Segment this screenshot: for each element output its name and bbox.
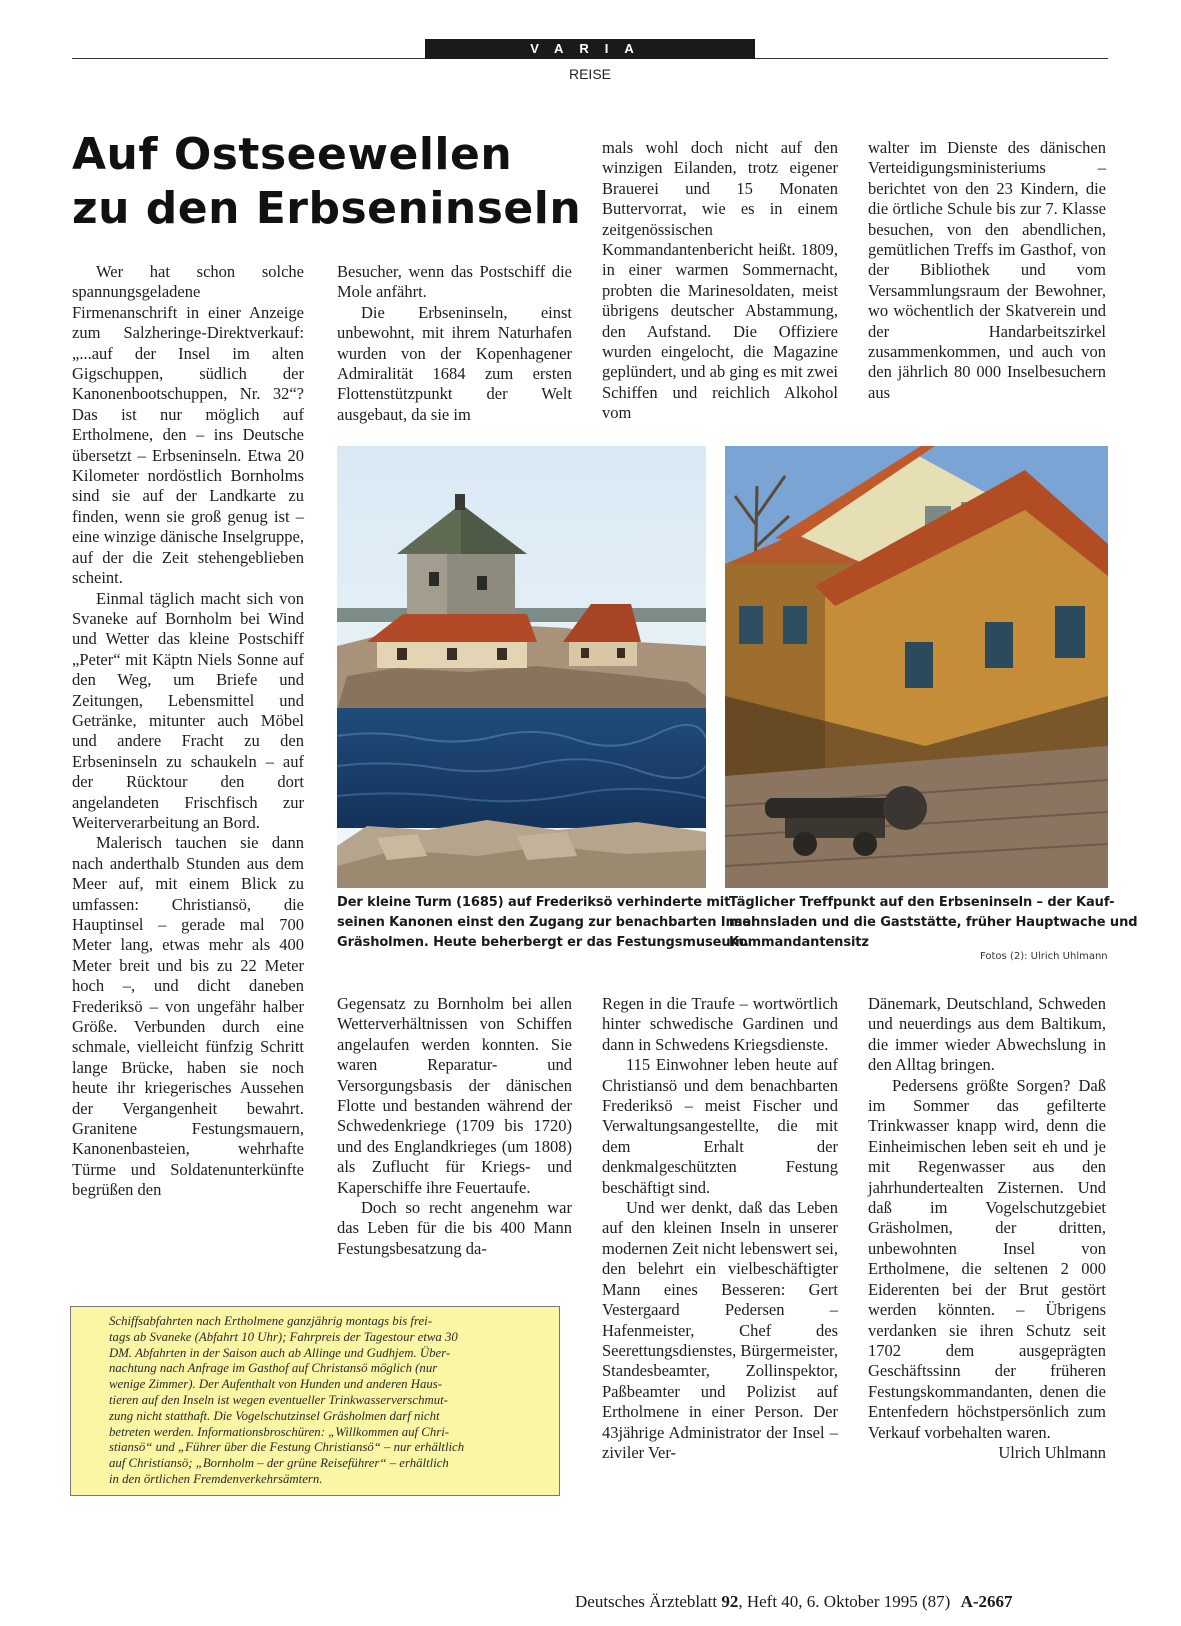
paragraph: Wer hat schon solche spannungsgeladene Firmenanschrift in einer Anzeige zum Salzheringe-Direktverkauf: „...auf der Insel im alten Gigschuppen, südlich der Kanonenbootschuppen, Nr. 32“? Das ist nur möglich auf Ertholmene, den – ins Deutsche übersetzt – Erbseninseln. Etwa 20 Kilometer nordöstlich Bornholms sind sie auf der Landkarte zu finden, wenn sie groß genug ist – eine winzige dänische Inselgruppe, auf der die Zeit stehengeblieben scheint.	[72, 262, 304, 588]
info-line: in den örtlichen Fremdenverkehrsämtern.	[109, 1471, 323, 1486]
page-footer	[575, 1592, 1013, 1612]
info-line: tieren auf den Inseln ist wegen eventueller Trinkwasserverschmut-	[109, 1392, 448, 1407]
column-1	[72, 262, 304, 1201]
caption-line: Der kleine Turm (1685) auf Frederiksö verhinderte mit	[337, 895, 731, 910]
column-3-top	[602, 138, 838, 424]
info-line: stiansö“ und „Führer über die Festung Christiansö“ – nur erhältlich	[109, 1440, 465, 1455]
paragraph: Besucher, wenn das Postschiff die Mole anfährt.	[337, 262, 572, 302]
courtyard-photo-image	[725, 446, 1108, 888]
travel-info-box	[70, 1306, 560, 1496]
courtyard-photo	[725, 446, 1108, 888]
paragraph-text: Pedersens größte Sorgen? Daß im Sommer das gefilterte Trinkwasser knapp wird, denn die Einheimischen leben seit eh und je mit Regenwasser aus den jahrhundertealten Zisternen. Und daß im Vogelschutzgebiet Gräsholmen, der dritten, unbewohnten Insel von Ertholmene, die seltenen 2 000 Eiderenten bei der Brut gestört werden könnten. – Übrigens verdanken sie ihren Schutz seit 1702 dem ausgeprägten Geschäftssinn der früheren Festungskommandanten, denen die Entenfedern höchstpersönlich zum Verkauf vorbehalten waren.	[868, 1075, 1106, 1442]
caption-line: Gräsholmen. Heute beherbergt er das Festungsmuseum.	[337, 935, 749, 950]
column-2-top	[337, 262, 572, 425]
caption-left	[337, 893, 756, 953]
paragraph: walter im Dienste des dänischen Verteidigungsministeriums – berichtet von den 23 Kindern, die die örtliche Schule bis zur 7. Klasse besuchen, von den abendlichen, gemütlichen Treffs im Gasthof, von der Bibliothek und vom Versammlungsraum der Bewohner, wo wöchentlich der Skatverein und der Handarbeitszirkel zusammenkommen, und auch von den jährlich 80 000 Inselbesuchern aus	[868, 138, 1106, 402]
caption-line: seinen Kanonen einst den Zugang zur benachbarten Insel	[337, 915, 756, 930]
article-headline	[72, 128, 592, 236]
paragraph: Die Erbseninseln, einst unbewohnt, mit ihrem Naturhafen wurden von der Kopenhagener Admiralität 1684 zum ersten Flottenstützpunkt der Welt ausgebaut, da sie im	[337, 302, 572, 424]
travel-info-text	[109, 1314, 549, 1488]
info-line: tags ab Svaneke (Abfahrt 10 Uhr); Fahrpreis der Tagestour etwa 30	[109, 1329, 458, 1344]
volume-number: 92	[721, 1592, 739, 1611]
info-line: zung nicht statthaft. Die Vogelschutzinsel Gräsholmen darf nicht	[109, 1408, 440, 1423]
author-signature: Ulrich Uhlmann	[998, 1442, 1106, 1462]
info-line: DM. Abfahrten in der Saison auch ab Allinge und Gudhjem. Über-	[109, 1345, 451, 1360]
photo-credit: Fotos (2): Ulrich Uhlmann	[980, 951, 1108, 962]
paragraph: Doch so recht angenehm war das Leben für die bis 400 Mann Festungsbesatzung da-	[337, 1198, 572, 1258]
info-line: nachtung nach Anfrage im Gasthof auf Christansö möglich (nur	[109, 1361, 438, 1376]
info-line: Schiffsabfahrten nach Ertholmene ganzjährig montags bis frei-	[109, 1314, 432, 1328]
caption-line: mannsladen und die Gaststätte, früher Hauptwache und	[729, 915, 1138, 930]
paragraph: Regen in die Traufe – wortwörtlich hinter schwedische Gardinen und dann in Schwedens Kriegsdienste.	[602, 994, 838, 1054]
caption-line: Täglicher Treffpunkt auf den Erbseninseln – der Kauf-	[729, 895, 1115, 910]
paragraph	[868, 1075, 1106, 1462]
info-line: betreten werden. Informationsbroschüren: „Willkommen auf Chri-	[109, 1424, 450, 1439]
page-number: A-2667	[960, 1592, 1013, 1611]
column-2-bottom	[337, 994, 572, 1259]
paragraph: Dänemark, Deutschland, Schweden und neuerdings aus dem Baltikum, die immer wieder Abwechslung in den Alltag bringen.	[868, 994, 1106, 1075]
paragraph: Einmal täglich macht sich von Svaneke auf Bornholm bei Wind und Wetter das kleine Postschiff „Peter“ mit Käptn Niels Sonne auf den Weg, um Briefe und Zeitungen, Lebensmittel und Getränke, mitunter auch Möbel und andere Fracht zu den Erbseninseln zu schaukeln – auf der Rücktour den dort angelandeten Frischfisch zur Weiterverarbeitung an Bord.	[72, 588, 304, 832]
column-4-top	[868, 138, 1106, 403]
issue-info: , Heft 40, 6. Oktober 1995 (87)	[738, 1592, 951, 1611]
tower-photo	[337, 446, 706, 888]
paragraph: 115 Einwohner leben heute auf Christiansö und dem benachbarten Frederiksö – meist Fischer und Verwaltungsangestellte, die mit dem Erhalt der denkmalgeschützten Festung beschäftigt sind.	[602, 1055, 838, 1197]
headline-line-2: zu den Erbseninseln	[72, 183, 582, 234]
paragraph: Und wer denkt, daß das Leben auf den kleinen Inseln in unserer modernen Zeit nicht lebenswert sei, den belehrt ein vielbeschäftigter Mann eines Besseren: Gert Vestergaard Pedersen – Hafenmeister, Chef des Seerettungsdienstes, Bürgermeister, Standesbeamter, Zollinspektor, Paßbeamter und Polizist auf Ertholmene in einer Person. Der 43jährige Administrator der Insel – ziviler Ver-	[602, 1198, 838, 1462]
info-line: auf Christiansö; „Bornholm – der grüne Reiseführer“ – erhältlich	[109, 1456, 449, 1471]
column-3-bottom	[602, 994, 838, 1463]
paragraph: Malerisch tauchen sie dann nach anderthalb Stunden aus dem Meer auf, mit einem Blick zu umfassen: Christiansö, die Hauptinsel – gerade mal 700 Meter lang, etwas mehr als 400 Meter breit und bis zu 22 Meter hoch –, und dicht daneben Frederiksö – von ungefähr halber Größe. Verbunden durch eine schmale, vielleicht fünfzig Schritt lange Brücke, haben sie noch heute ihr kriegerisches Aussehen der Vergangenheit bewahrt. Granitene Festungsmauern, Kanonenbasteien, wehrhafte Türme und Soldatenunterkünfte begrüßen den	[72, 833, 304, 1200]
tower-photo-image	[337, 446, 706, 888]
column-4-bottom	[868, 994, 1106, 1463]
info-line: wenige Zimmer). Der Aufenthalt von Hunden und anderen Haus-	[109, 1377, 443, 1392]
caption-line: Kommandantensitz	[729, 935, 869, 950]
caption-right	[729, 893, 1138, 953]
paragraph: Gegensatz zu Bornholm bei allen Wetterverhältnissen von Schiffen angelaufen werden konnten. Sie waren Reparatur- und Versorgungsbasis der dänischen Flotte und bestanden während der Schwedenkriege (1709 bis 1720) und des Englandkrieges (um 1808) als Zuflucht für Kriegs- und Kaperschiffe ihre Feuertaufe.	[337, 994, 572, 1197]
subsection-label: REISE	[568, 66, 611, 82]
headline-line-1: Auf Ostseewellen	[72, 129, 513, 180]
journal-name: Deutsches Ärzteblatt	[575, 1592, 718, 1611]
section-label: VARIA	[425, 39, 755, 59]
paragraph: mals wohl doch nicht auf den winzigen Eilanden, trotz eigener Brauerei und 15 Monaten Buttervorrat, wie es in einem zeitgenössischen Kommandantenbericht heißt. 1809, in einer warmen Sommernacht, probten die Marinesoldaten, meist übrigens deutscher Abstammung, den Aufstand. Die Offiziere wurden eingelocht, die Magazine geplündert, und ab ging es mit zwei Schiffen und reichlich Alkohol vom	[602, 138, 838, 423]
